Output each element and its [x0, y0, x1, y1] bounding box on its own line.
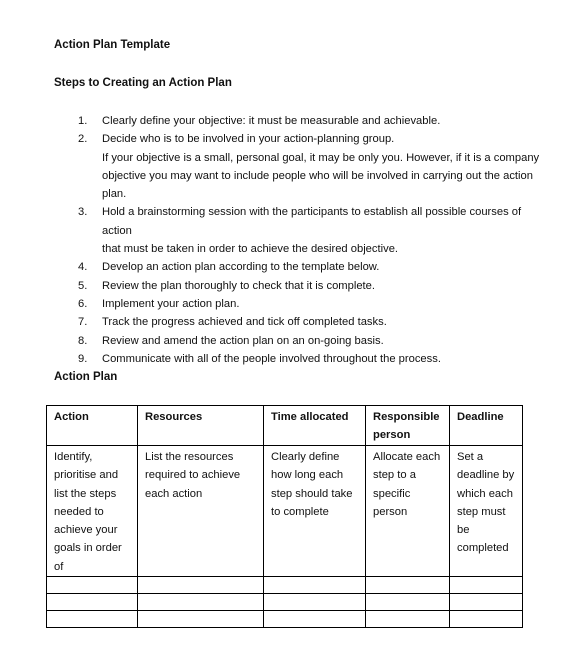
step-number: 5.: [78, 279, 88, 292]
header-deadline: Deadline: [450, 406, 523, 446]
step-text-line: plan.: [102, 188, 127, 201]
step-number: 8.: [78, 334, 88, 347]
cell-deadline: Set a deadline by which each step must be completed: [450, 446, 523, 577]
table-row-empty: [47, 594, 523, 611]
step-number: 3.: [78, 206, 88, 219]
step-text-line: Clearly define your objective: it must be measurable and achievable.: [102, 115, 441, 127]
step-text-line: Track the progress achieved and tick off completed tasks.: [102, 316, 387, 329]
header-time-allocated: Time allocated: [264, 406, 366, 446]
step-text-line: Communicate with all of the people involved throughout the process.: [102, 352, 441, 365]
table-header-row: [47, 406, 523, 446]
cell-resources: List the resources required to achieve each action: [138, 446, 264, 577]
step-text-line: Review the plan thoroughly to check that it is complete.: [102, 279, 375, 292]
step-text-line: Implement your action plan.: [102, 297, 240, 310]
step-number: 9.: [78, 352, 88, 365]
step-item: [70, 112, 550, 130]
steps-heading: Steps to Creating an Action Plan: [54, 77, 232, 89]
step-item: [70, 313, 550, 331]
cell-time-allocated: Clearly define how long each step should take to complete: [264, 446, 366, 577]
step-item: [70, 295, 550, 313]
cell-action: Identify, prioritise and list the steps needed to achieve your goals in order of: [47, 446, 138, 577]
step-item: [70, 277, 550, 295]
header-action: Action: [47, 406, 138, 446]
step-text-line: If your objective is a small, personal goal, it may be only you. However, if it is a company: [102, 151, 540, 164]
step-number: 1.: [78, 115, 88, 127]
action-plan-table: [46, 405, 523, 628]
cell-responsible-person: Allocate each step to a specific person: [366, 446, 450, 577]
action-plan-heading: Action Plan: [54, 371, 118, 383]
step-number: 4.: [78, 261, 88, 274]
table-row-empty: [47, 577, 523, 594]
step-item: [70, 258, 550, 276]
step-text-line: that must be taken in order to achieve the desired objective.: [102, 243, 399, 256]
table-row: [47, 446, 523, 577]
steps-list: [70, 112, 550, 368]
document-title: Action Plan Template: [54, 39, 171, 51]
step-text-line: objective you may want to include people who will be involved in carrying out the action: [102, 169, 533, 182]
step-item: [70, 332, 550, 350]
step-number: 7.: [78, 316, 88, 329]
header-resources: Resources: [138, 406, 264, 446]
step-item: [70, 350, 550, 368]
table-row-empty: [47, 611, 523, 628]
step-number: 6.: [78, 297, 88, 310]
step-text-line: Decide who is to be involved in your action-planning group.: [102, 133, 395, 146]
header-responsible-person: Responsible person: [366, 406, 450, 446]
step-text-line: Hold a brainstorming session with the participants to establish all possible courses of action: [102, 206, 522, 237]
step-number: 2.: [78, 133, 88, 146]
step-text-line: Develop an action plan according to the template below.: [102, 261, 380, 274]
step-item: [70, 203, 550, 258]
step-item: [70, 130, 550, 203]
step-text-line: Review and amend the action plan on an on-going basis.: [102, 334, 384, 347]
